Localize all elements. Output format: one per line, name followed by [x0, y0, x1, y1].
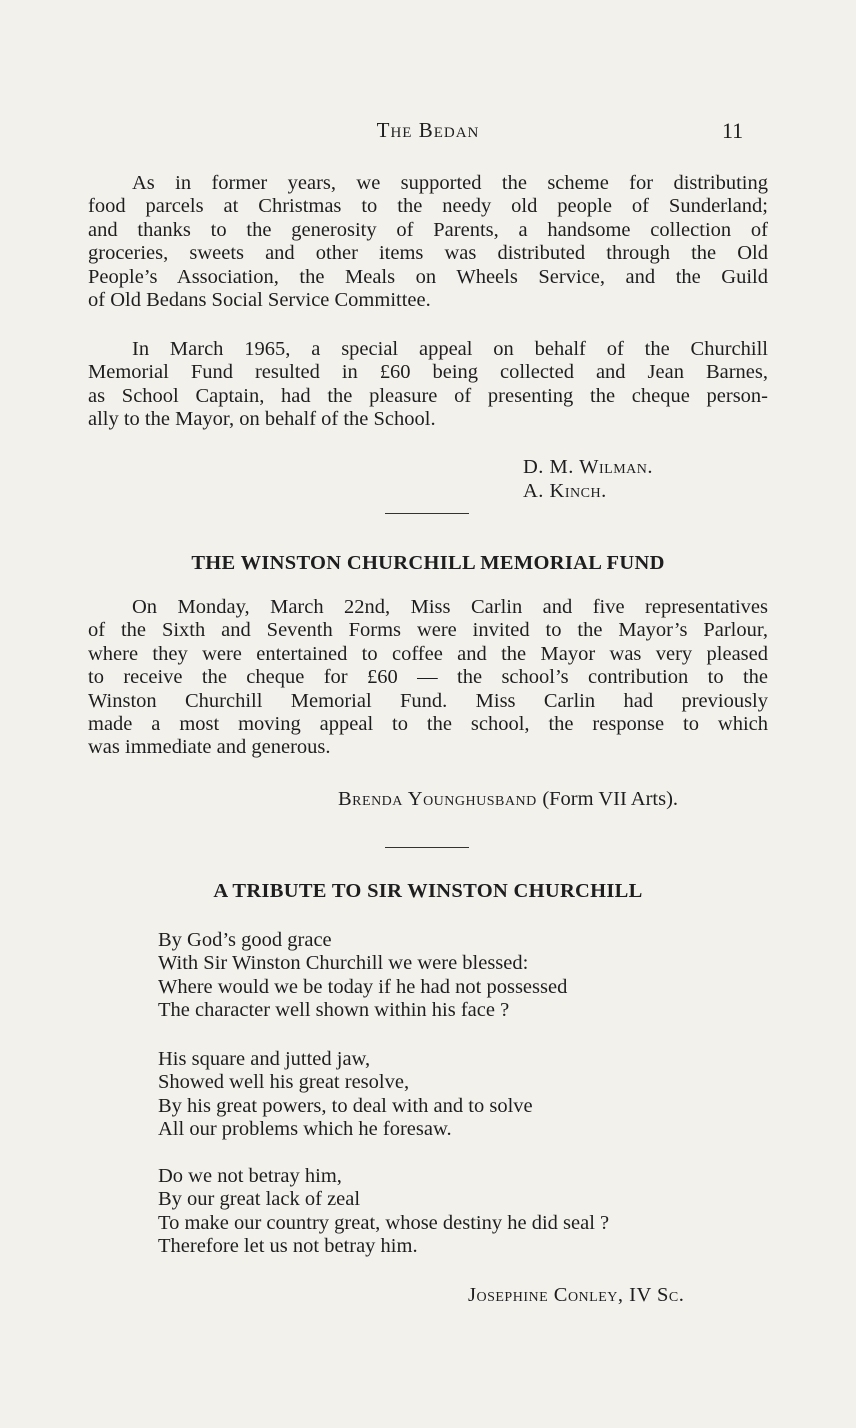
poem-stanza-1: [158, 929, 567, 1023]
text-line: groceries, sweets and other items was distributed through the Old: [88, 242, 768, 265]
poem-line: By our great lack of zeal: [158, 1188, 361, 1211]
text-line: made a most moving appeal to the school, the response to which: [88, 713, 768, 736]
text-line: to receive the cheque for £60 — the school’s contribution to the: [88, 666, 768, 689]
text-line: Winston Churchill Memorial Fund. Miss Carlin had previously: [88, 689, 768, 712]
page-number: 11: [722, 118, 744, 143]
signature-conley: Josephine Conley, IV Sc.: [468, 1284, 685, 1306]
running-title: The Bedan: [376, 118, 480, 142]
text-line: was immediate and generous.: [88, 736, 331, 759]
text-line: food parcels at Christmas to the needy old people of Sunderland;: [88, 195, 768, 218]
section-divider: [385, 847, 469, 848]
text-line: as School Captain, had the pleasure of presenting the cheque person-: [88, 384, 768, 407]
signature-wilman: D. M. Wilman.: [523, 456, 654, 478]
paragraph-churchill-appeal: [88, 338, 768, 432]
text-line: People’s Association, the Meals on Wheels Service, and the Guild: [88, 265, 768, 288]
heading-memorial-fund: THE WINSTON CHURCHILL MEMORIAL FUND: [191, 552, 665, 574]
text-line: In March 1965, a special appeal on behalf of the Churchill: [132, 338, 768, 360]
signature-name: Brenda Younghusband: [338, 788, 537, 810]
text-line: where they were entertained to coffee and the Mayor was very pleased: [88, 642, 768, 665]
poem-line: To make our country great, whose destiny he did seal ?: [158, 1211, 610, 1234]
text-line: As in former years, we supported the scheme for distributing: [132, 172, 768, 194]
poem-line: Where would we be today if he had not possessed: [158, 975, 568, 998]
poem-line: Therefore let us not betray him.: [158, 1235, 418, 1258]
poem-line: By his great powers, to deal with and to solve: [158, 1094, 533, 1117]
poem-line: Do we not betray him,: [158, 1165, 342, 1187]
poem-stanza-3: [158, 1165, 609, 1259]
poem-line: By God’s good grace: [158, 929, 332, 951]
text-line: Memorial Fund resulted in £60 being collected and Jean Barnes,: [88, 361, 768, 384]
text-line: of the Sixth and Seventh Forms were invited to the Mayor’s Parlour,: [88, 619, 768, 642]
text-line: ally to the Mayor, on behalf of the School.: [88, 408, 436, 431]
poem-line: His square and jutted jaw,: [158, 1048, 371, 1070]
text-line: of Old Bedans Social Service Committee.: [88, 289, 431, 312]
signature-kinch: A. Kinch.: [523, 480, 607, 502]
section-divider: [385, 513, 469, 514]
poem-line: Showed well his great resolve,: [158, 1071, 410, 1094]
paragraph-mayors-parlour: [88, 596, 768, 760]
paragraph-food-parcels: [88, 172, 768, 312]
signature-form: (Form VII Arts).: [542, 788, 679, 810]
heading-tribute: A TRIBUTE TO SIR WINSTON CHURCHILL: [213, 880, 643, 902]
poem-line: With Sir Winston Churchill we were blessed:: [158, 952, 529, 975]
text-line: and thanks to the generosity of Parents, a handsome collection of: [88, 218, 768, 241]
poem-line: The character well shown within his face ?: [158, 999, 510, 1022]
poem-stanza-2: [158, 1048, 533, 1142]
signature-younghusband: [338, 788, 678, 811]
poem-line: All our problems which he foresaw.: [158, 1118, 452, 1141]
text-line: On Monday, March 22nd, Miss Carlin and five representatives: [132, 596, 768, 618]
